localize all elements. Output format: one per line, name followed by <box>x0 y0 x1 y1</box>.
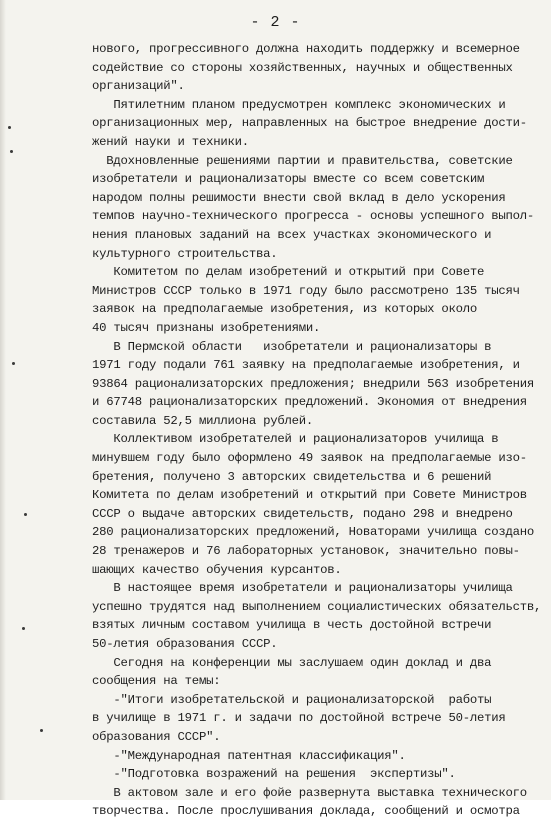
body-text <box>92 40 542 821</box>
text-line: -"Итоги изобретательской и рационализаторской работы <box>92 692 492 707</box>
margin-mark <box>40 729 43 732</box>
text-line: -"Подготовка возражений на решения экспертизы". <box>92 767 456 782</box>
text-line: 28 тренажеров и 76 лабораторных установок, значительно повы- <box>92 544 520 559</box>
text-line: -"Международная патентная классификация". <box>92 748 406 763</box>
margin-mark <box>12 362 15 365</box>
text-line: Коллективом изобретателей и рационализаторов училища в <box>92 432 499 447</box>
text-line: организационных мер, направленных на быстрое внедрение дости- <box>92 116 527 131</box>
page-edge-shadow <box>0 0 6 800</box>
text-line: нового, прогрессивного должна находить поддержку и всемерное <box>92 42 520 56</box>
text-line: Сегодня на конференции мы заслушаем один доклад и два <box>92 655 492 670</box>
text-line: 1971 году подали 761 заявку на предполагаемые изобретения, и <box>92 358 520 373</box>
text-line: бретения, получено 3 авторских свидетельства и 6 решений <box>92 469 492 484</box>
text-line: успешно трудятся над выполнением социалистических обязательств, <box>92 599 542 614</box>
text-line: Комитета по делам изобретений и открытий при Совете Министров <box>92 488 527 503</box>
text-line: В настоящее время изобретатели и рационализаторы училища <box>92 581 513 596</box>
margin-mark <box>24 513 27 516</box>
text-line: 50-летия образования СССР. <box>92 637 278 651</box>
text-line: Вдохновленные решениями партии и правительства, советские <box>92 153 513 168</box>
text-line: Министров СССР только в 1971 году было рассмотрено 135 тысяч <box>92 283 520 298</box>
text-line: составила 52,5 миллиона рублей. <box>92 413 314 428</box>
text-line: нения плановых заданий на всех участках экономического и <box>92 227 492 242</box>
text-line: заявок на предполагаемые изобретения, из которых около <box>92 302 477 317</box>
margin-mark <box>10 150 13 153</box>
text-line: изобретатели и рационализаторы вместе со всем советским <box>92 172 485 187</box>
text-line: СССР о выдаче авторских свидетельств, подано 298 и внедрено <box>92 506 513 521</box>
text-line: 93864 рационализаторских предложения; внедрили 563 изобретения <box>92 376 535 391</box>
text-line: взятых личным составом училища в честь достойной встречи <box>92 618 492 633</box>
text-line: сообщения на темы: <box>92 674 221 689</box>
text-line: Пятилетним планом предусмотрен комплекс экономических и <box>92 97 506 112</box>
margin-mark <box>8 126 11 129</box>
text-line: организаций". <box>92 79 185 94</box>
text-line: культурного строительства. <box>92 246 278 261</box>
text-line: содействие со стороны хозяйственных, научных и общественных <box>92 60 513 75</box>
text-line: шающих качество обучения курсантов. <box>92 562 342 577</box>
text-line: В Пермской области изобретатели и рационализаторы в <box>92 339 492 354</box>
text-line: 280 рационализаторских предложений, Новаторами училища создано <box>92 525 535 540</box>
text-line: в училище в 1971 г. и задачи по достойной встрече 50-летия <box>92 711 506 726</box>
text-line: Комитетом по делам изобретений и открытий при Совете <box>92 265 485 280</box>
text-line: 40 тысяч признаны изобретениями. <box>92 320 321 335</box>
text-line: и 67748 рационализаторских предложений. Экономия от внедрения <box>92 395 527 410</box>
text-line: темпов научно-технического прогресса - основы успешного выпол- <box>92 209 535 224</box>
text-line: образования СССР". <box>92 729 221 744</box>
text-line: минувшем году было оформлено 49 заявок на предполагаемые изо- <box>92 451 527 466</box>
text-line: жений науки и техники. <box>92 134 249 149</box>
page-number: - 2 - <box>250 14 301 31</box>
text-line: народом полны решимости внести свой вклад в дело ускорения <box>92 190 506 205</box>
margin-mark <box>22 627 25 630</box>
text-line: В актовом зале и его фойе развернута выставка технического <box>92 785 527 800</box>
text-line: творчества. После прослушивания доклада, сообщений и осмотра <box>92 804 520 819</box>
